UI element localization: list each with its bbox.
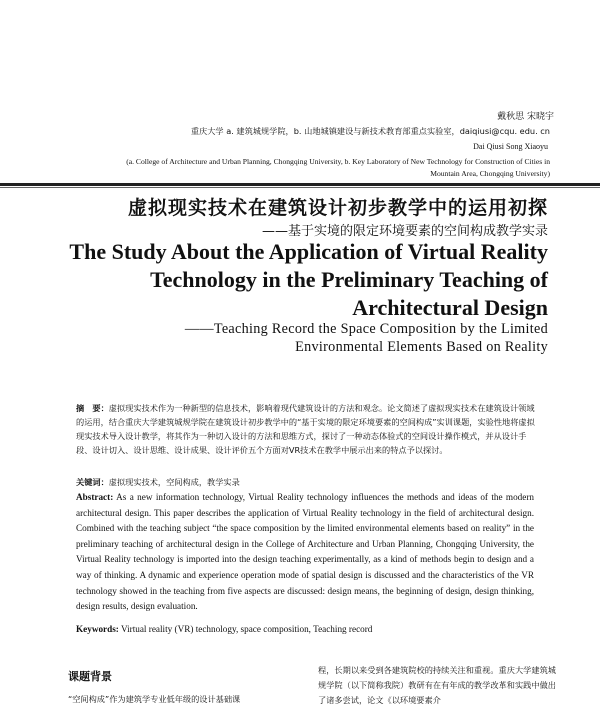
subtitle-cn: ——基于实境的限定环境要素的空间构成教学实录 (261, 224, 548, 239)
title-cn: 虚拟现实技术在建筑设计初步教学中的运用初探 (127, 197, 548, 219)
keywords-cn (76, 477, 536, 488)
subtitle-en-line2: Environmental Elements Based on Reality (295, 339, 548, 355)
keywords-en (76, 624, 536, 634)
subtitle-en-line1: ——Teaching Record the Space Composition by the Limited (184, 321, 548, 337)
header-rule (0, 183, 600, 186)
abstract-en (76, 490, 534, 615)
abstract-en-text: As a new information technology, Virtual Reality technology influences the methods and ideas of the modern architectural design. This paper describes the application of Virtual Reality technology in the field of architectural design. Combined with the teaching subject “the space composition by the limited environmental elements based on reality” in the preliminary teaching of architectural design in the College of Architecture and Urban Planning, Chongqing University, the Virtual Reality technology is imported into the design teaching experimentally, as a kind of methods begin to design and a way of thinking. A dynamic and experience operation mode of spatial design is discussed and the characteristics of the VR technology showed in the teaching from five aspects are discussed: design means, the beginning of design, design thinking, design results, design evaluation. (76, 492, 535, 612)
body-text-right: 程，长期以来受到各建筑院校的持续关注和重视。重庆大学建筑城规学院（以下简称我院）教研有在有年成的教学改革和实践中做出了诸多尝试，论文《以环境要素介 (318, 665, 556, 705)
abstract-cn (76, 401, 536, 457)
keywords-cn-label: 关键词： (76, 477, 109, 487)
keywords-en-label: Keywords: (76, 624, 119, 634)
abstract-cn-text: 虚拟现实技术作为一种新型的信息技术，影响着现代建筑设计的方法和观念。论文简述了虚拟现实技术在建筑设计领域的运用，结合重庆大学建筑城规学院在建筑设计初步教学中的“基于实境的限定环境要素的空间构成”实训课题，实验性地将虚拟现实技术导入设计教学，将其作为一种切入设计的方法和思维方式，探讨了一种动态体验式的空间设计操作模式，并从设计手段、设计切入、设计思维、设计成果、设计评价五个方面对VR技术在教学中展示出来的特点予以探讨。 (76, 403, 535, 455)
subtitle-en (68, 320, 548, 356)
affiliation-en-line2: Mountain Area, Chongqing University) (430, 169, 550, 178)
title-en: The Study About the Application of Virtual Reality Technology in the Preliminary Teaching of Architectural Design (69, 239, 548, 320)
keywords-cn-text: 虚拟现实技术，空间构成，教学实录 (108, 477, 240, 487)
body-text-left: “空间构成”作为建筑学专业低年级的设计基础课 (68, 694, 241, 704)
affiliation-en-line1: (a. College of Architecture and Urban Planning, Chongqing University, b. Key Laboratory of New Technology for Construction of Cities in (126, 157, 550, 166)
affiliation-en (0, 156, 550, 180)
header-rule-thin (0, 187, 600, 188)
section-title: 课题背景 (68, 670, 112, 683)
abstract-en-label: Abstract: (76, 492, 114, 502)
keywords-en-text: Virtual reality (VR) technology, space composition, Teaching record (121, 624, 373, 634)
authors-cn: 戴秋思 宋晓宇 (497, 112, 554, 122)
authors-en: Dai Qiusi Song Xiaoyu (473, 142, 548, 151)
affiliation-cn: 重庆大学 a. 建筑城规学院，b. 山地城镇建设与新技术教育部重点实验室，daiqiusi@cqu. edu. cn (190, 126, 550, 136)
abstract-cn-label: 摘 要： (76, 403, 109, 413)
